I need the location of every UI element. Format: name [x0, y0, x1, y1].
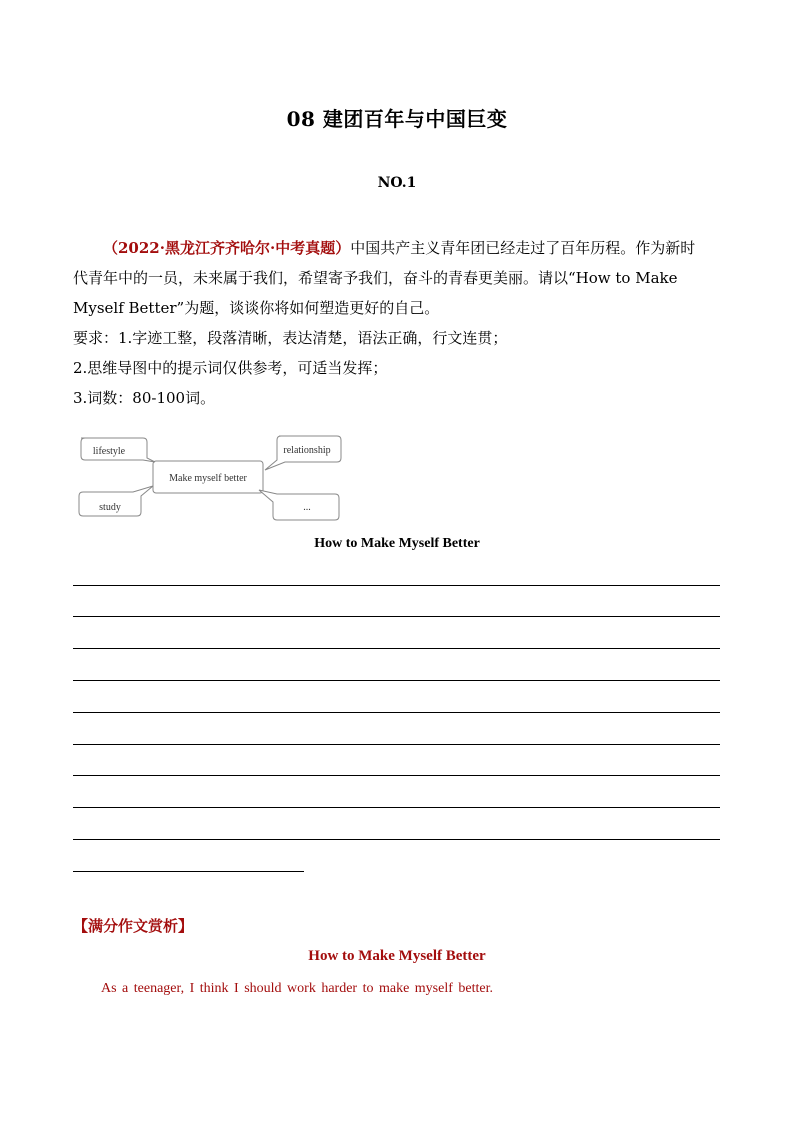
mind-map-study-label: study	[99, 502, 121, 513]
writing-line	[73, 680, 720, 681]
writing-line	[73, 585, 720, 586]
prompt-line-3: Myself Better”为题，谈谈你将如何塑造更好的自己。	[73, 299, 440, 317]
writing-line-short	[73, 871, 304, 872]
mind-map-more-label: ...	[303, 502, 311, 513]
requirement-3: 3.词数：80-100词。	[73, 389, 216, 407]
essay-title: How to Make Myself Better	[314, 536, 480, 551]
prompt-text	[73, 233, 723, 413]
source-tag: （2022·黑龙江齐齐哈尔·中考真题）	[103, 239, 351, 257]
model-essay-title: How to Make Myself Better	[308, 948, 486, 964]
mind-map-lifestyle-label: lifestyle	[92, 446, 126, 457]
writing-line	[73, 712, 720, 713]
writing-line	[73, 744, 720, 745]
prompt-line-2: 代青年中的一员，未来属于我们，希望寄予我们，奋斗的青春更美丽。请以“How to Make	[73, 269, 678, 287]
section-heading: 【满分作文赏析】	[73, 917, 194, 935]
mind-map-bubble-more	[259, 490, 339, 520]
model-essay-text: As a teenager, I think I should work harder to make myself better.	[101, 981, 493, 996]
writing-line	[73, 616, 720, 617]
writing-line	[73, 839, 720, 840]
prompt-line-1	[73, 233, 723, 263]
mind-map-center-label: Make myself better	[169, 473, 247, 484]
writing-line	[73, 775, 720, 776]
requirement-2: 2.思维导图中的提示词仅供参考，可适当发挥；	[73, 359, 388, 377]
writing-line	[73, 807, 720, 808]
mind-map-diagram	[73, 430, 343, 522]
writing-line	[73, 648, 720, 649]
mind-map-relationship-label: relationship	[283, 445, 331, 456]
document-subtitle: NO.1	[377, 175, 417, 191]
document-title: 08 建团百年与中国巨变	[286, 107, 508, 131]
prompt-line-1-text: 中国共产主义青年团已经走过了百年历程。作为新时	[350, 239, 696, 257]
requirement-1: 要求：1.字迹工整，段落清晰，表达清楚，语法正确，行文连贯；	[73, 329, 508, 347]
mind-map	[73, 430, 343, 522]
